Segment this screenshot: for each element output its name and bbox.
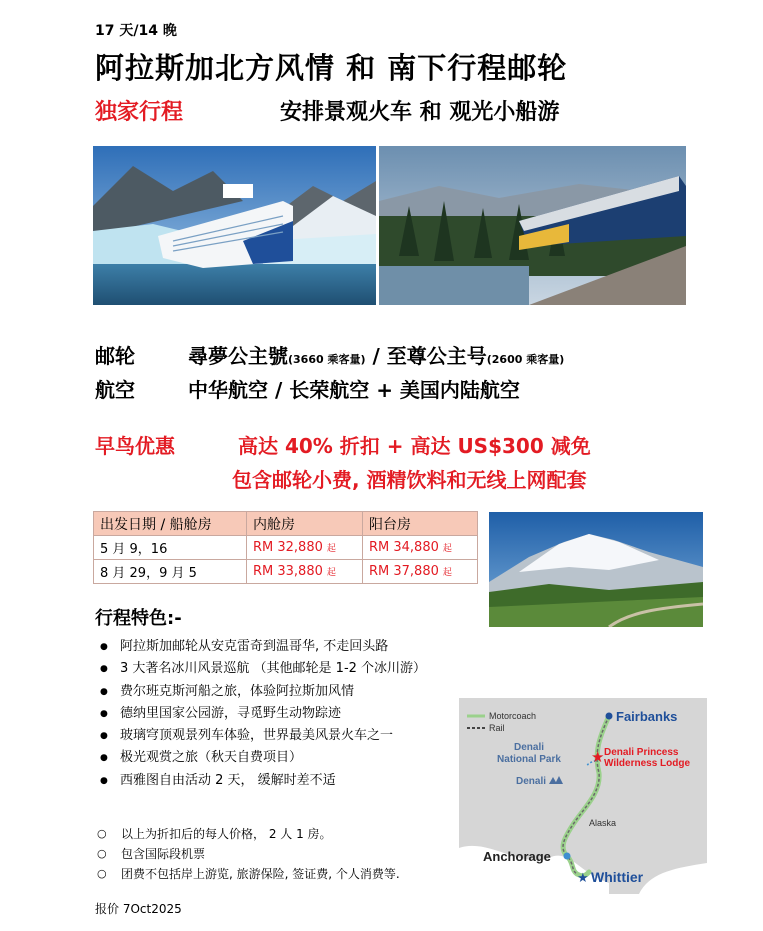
exclusive-label: 独家行程 — [95, 100, 184, 125]
anchorage-marker — [564, 853, 571, 860]
ship-label: 邮轮 — [95, 344, 135, 368]
scenic-train-photo — [379, 146, 686, 305]
price-suffix: 起 — [442, 568, 452, 578]
list-item: ● 西雅图自由活动 2 天， 缓解时差不适 — [100, 770, 426, 792]
whittier-label: Whittier — [591, 869, 644, 885]
header-balcony-cabin: 阳台房 — [363, 512, 478, 536]
airline-info-row — [95, 374, 520, 403]
header-inside-cabin: 内舱房 — [247, 512, 363, 536]
route-map — [459, 698, 707, 894]
alaska-label: Alaska — [589, 818, 617, 828]
lodge-label: Denali Princess Wilderness Lodge — [604, 747, 691, 769]
fairbanks-label: Fairbanks — [616, 709, 678, 724]
quote-date: 报价 7Oct2025 — [95, 902, 182, 916]
ship-info-row — [95, 340, 564, 369]
header-departure-date: 出发日期 / 船舱房 — [94, 512, 247, 536]
star-icon: ★ — [577, 870, 589, 885]
inside-price — [247, 560, 363, 584]
balcony-price — [363, 560, 478, 584]
price-suffix: 起 — [442, 544, 452, 554]
price-suffix: 起 — [326, 568, 336, 578]
price-table-header — [94, 512, 478, 536]
anchorage-label: Anchorage — [483, 849, 551, 864]
ship-name-1: 尋夢公主號 — [188, 344, 288, 368]
page-title: 阿拉斯加北方风情 和 南下行程邮轮 — [95, 51, 568, 85]
table-row — [94, 560, 478, 584]
price-suffix: 起 — [326, 544, 336, 554]
inside-price — [247, 536, 363, 560]
table-row — [94, 536, 478, 560]
cruise-ship-photo — [93, 146, 376, 305]
airline-value: 中华航空 / 长荣航空 + 美国内陆航空 — [188, 378, 520, 402]
list-item: ● 极光观赏之旅（秋天自费项目） — [100, 747, 426, 769]
exclusive-description: 安排景观火车 和 观光小船游 — [280, 100, 560, 125]
fairbanks-marker — [606, 713, 613, 720]
balcony-price — [363, 536, 478, 560]
departure-date: 8 月 29，9 月 5 — [94, 560, 247, 584]
list-item: ● 玻璃穹顶观景列车体验，世界最美风景火车之一 — [100, 725, 426, 747]
duration-text: 17 天/14 晚 — [95, 23, 177, 39]
denali-park-label: Denali National Park — [497, 742, 561, 765]
price-value: RM 33,880 — [253, 564, 323, 579]
ship-capacity-1: (3660 乘客量) — [288, 353, 366, 366]
price-value: RM 37,880 — [369, 564, 439, 579]
ship-name-2: 至尊公主号 — [386, 344, 487, 368]
departure-date: 5 月 9，16 — [94, 536, 247, 560]
denali-mountain-photo — [489, 512, 703, 627]
list-item: ● 3 大著名冰川风景巡航 （其他邮轮是 1-2 个冰川游） — [100, 658, 426, 680]
legend-rail: Rail — [489, 723, 505, 733]
promo-row — [95, 430, 591, 459]
list-item: ○ 团费不包括岸上游览, 旅游保险, 签证费, 个人消费等. — [97, 864, 400, 884]
promo-label: 早鸟优惠 — [95, 434, 175, 458]
list-item: ● 德纳里国家公园游，寻觅野生动物踪迹 — [100, 703, 426, 725]
list-item: ● 费尔班克斯河船之旅，体验阿拉斯加风情 — [100, 681, 426, 703]
list-item: ● 阿拉斯加邮轮从安克雷奇到温哥华, 不走回头路 — [100, 636, 426, 658]
star-icon: ★ — [591, 749, 605, 766]
ship-capacity-2: (2600 乘客量) — [486, 353, 565, 366]
promo-includes: 包含邮轮小费, 酒精饮料和无线上网配套 — [232, 468, 587, 492]
features-list — [100, 636, 426, 792]
price-value: RM 34,880 — [369, 540, 439, 555]
legend-motorcoach: Motorcoach — [489, 711, 537, 721]
price-value: RM 32,880 — [253, 540, 323, 555]
features-title: 行程特色:- — [95, 608, 182, 629]
list-item: ○ 包含国际段机票 — [97, 844, 400, 864]
price-table — [93, 511, 478, 584]
denali-label: Denali — [516, 776, 547, 787]
list-item: ○ 以上为折扣后的每人价格， 2 人 1 房。 — [97, 824, 400, 844]
airline-label: 航空 — [95, 378, 135, 402]
ship-separator: / — [365, 344, 387, 368]
notes-list — [97, 824, 400, 884]
promo-offer: 高达 40% 折扣 + 高达 US$300 减免 — [238, 434, 591, 458]
